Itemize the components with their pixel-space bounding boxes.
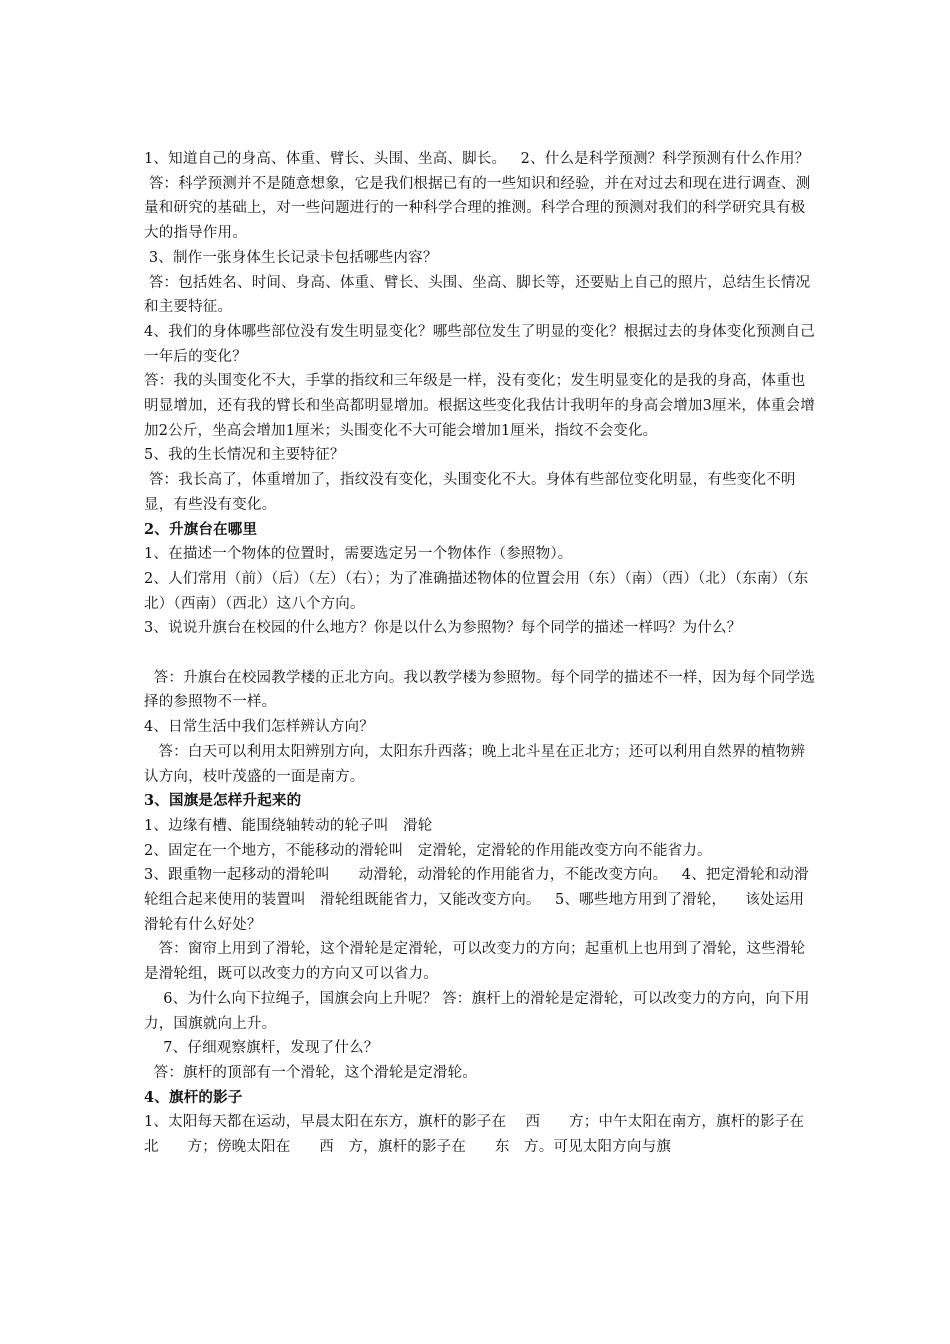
text-line-15: 4、日常生活中我们怎样辨认方向？ xyxy=(144,719,374,736)
text-line-6: 答：我的头围变化不大，手掌的指纹和三年级是一样，没有变化；发生明显变化的是我的身高，体重也明显增加，还有我的臂长和坐高都明显增加。根据这些变化我估计我明年的身高会增加3厘米，体重会增加2公斤，坐高会增加1厘米；头围变化不大可能会增加1厘米，指纹不会变化。 xyxy=(144,373,815,439)
text-line-14: 答：升旗台在校园教学楼的正北方向。我以教学楼为参照物。每个同学的描述不一样，因为每个同学选择的参照物不一样。 xyxy=(144,669,816,711)
text-line-2: 答：科学预测并不是随意想象，它是我们根据已有的一些知识和经验，并在对过去和现在进行调查、测量和研究的基础上，对一些问题进行的一种科学合理的推测。科学合理的预测对我们的科学研究具有极大的指导作用。 xyxy=(144,175,811,242)
section-heading-2: 2、升旗台在哪里 xyxy=(144,520,258,538)
section-heading-3: 3、国旗是怎样升起来的 xyxy=(144,792,302,810)
blank-line xyxy=(144,641,816,666)
section-heading-4: 4、旗杆的影子 xyxy=(144,1088,243,1106)
text-line-20: 3、跟重物一起移动的滑轮叫 动滑轮，动滑轮的作用能省力，不能改变方向。 4、把定滑轮和动滑轮组合起来使用的装置叫 滑轮组既能省力，又能改变方向。 5、哪些地方用到了滑轮， 该处运用滑轮有什么好处？ xyxy=(144,867,809,933)
text-line-12: 3、说说升旗台在校园的什么地方？你是以什么为参照物？每个同学的描述一样吗？为什么？ xyxy=(144,620,742,637)
text-line-1: 1、知道自己的身高、体重、臂长、头围、坐高、脚长。 2、什么是科学预测？科学预测有什么作用？ xyxy=(144,151,810,167)
text-line-5: 4、我们的身体哪些部位没有发生明显变化？哪些部位发生了明显的变化？根据过去的身体变化预测自己一年后的变化？ xyxy=(144,323,815,365)
text-line-8: 答：我长高了，体重增加了，指纹没有变化，头围变化不大。身体有些部位变化明显，有些变化不明显，有些没有变化。 xyxy=(144,472,796,513)
text-line-23: 7、仔细观察旗杆，发现了什么？ xyxy=(144,1040,379,1057)
text-line-3: 3、制作一张身体生长记录卡包括哪些内容？ xyxy=(144,249,438,266)
text-line-11: 2、人们常用（前）（后）（左）（右）；为了准确描述物体的位置会用（东）（南）（西）（北）（东南）（东北）（西南）（西北）这八个方向。 xyxy=(144,570,809,612)
text-line-19: 2、固定在一个地方，不能移动的滑轮叫 定滑轮，定滑轮的作用能改变方向不能省力。 xyxy=(144,842,712,859)
text-line-4: 答：包括姓名、时间、身高、体重、臂长、头围、坐高、脚长等，还要贴上自己的照片，总结生长情况和主要特征。 xyxy=(144,274,811,316)
document-page xyxy=(144,147,819,1160)
text-line-10: 1、在描述一个物体的位置时，需要选定另一个物体作（参照物）。 xyxy=(144,546,573,563)
text-line-7: 5、我的生长情况和主要特征？ xyxy=(144,447,345,464)
text-line-26: 1、太阳每天都在运动，早晨太阳在东方，旗杆的影子在 西 方；中午太阳在南方，旗杆的影子在 北 方；傍晚太阳在 西 方，旗杆的影子在 东 方。可见太阳方向与旗 xyxy=(144,1114,819,1156)
text-line-18: 1、边缘有槽、能围绕轴转动的轮子叫 滑轮 xyxy=(144,817,433,834)
text-line-16: 答：白天可以利用太阳辨别方向，太阳东升西落；晚上北斗星在正北方；还可以利用自然界的植物辨认方向，枝叶茂盛的一面是南方。 xyxy=(144,743,806,785)
text-line-24: 答：旗杆的顶部有一个滑轮，这个滑轮是定滑轮。 xyxy=(144,1065,478,1081)
text-line-21: 答：窗帘上用到了滑轮，这个滑轮是定滑轮，可以改变力的方向；起重机上也用到了滑轮，这些滑轮是滑轮组，既可以改变力的方向又可以省力。 xyxy=(144,941,806,983)
text-line-22: 6、为什么向下拉绳子，国旗会向上升呢？ 答：旗杆上的滑轮是定滑轮，可以改变力的方向，向下用力，国旗就向上升。 xyxy=(144,990,810,1032)
